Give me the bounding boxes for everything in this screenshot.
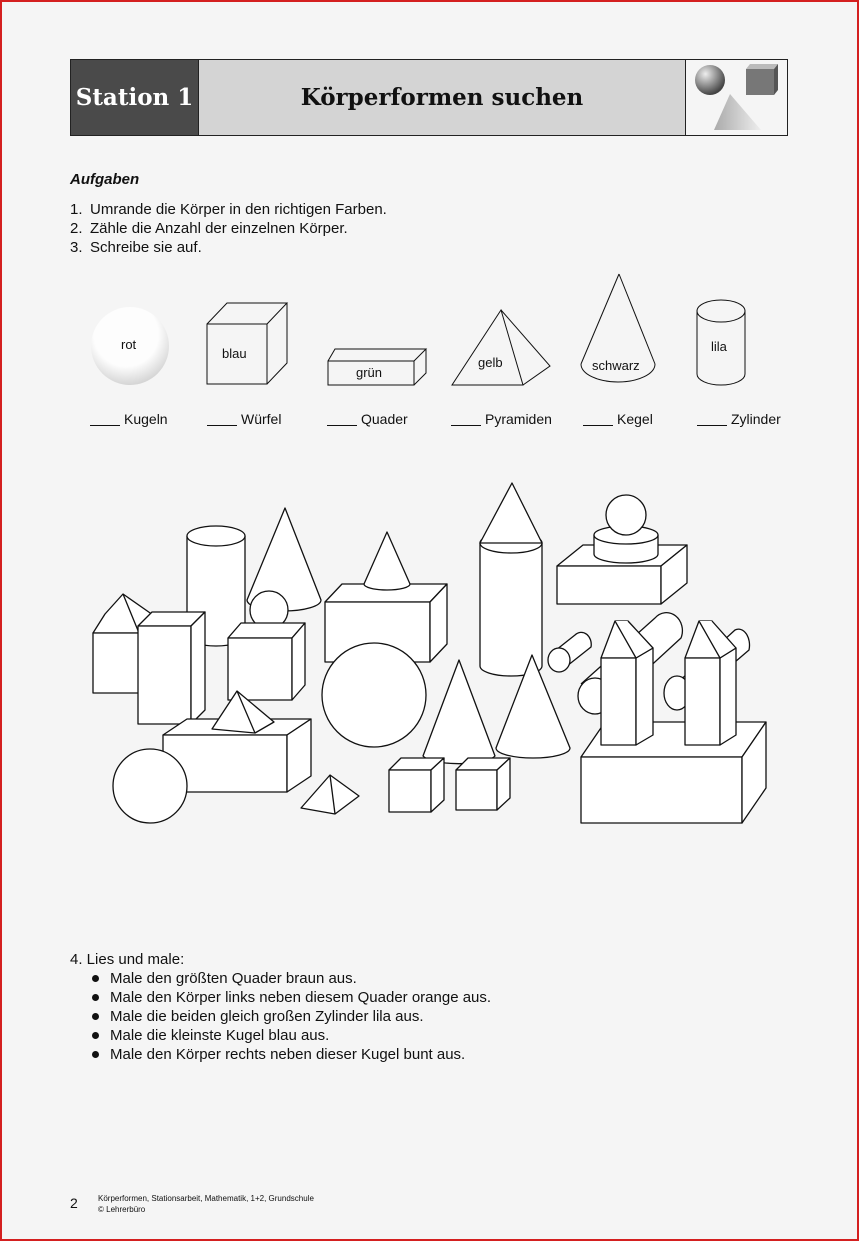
sphere-shape[interactable] [113, 749, 187, 823]
cube-shape[interactable] [456, 758, 510, 810]
cube-icon [207, 303, 287, 384]
shape-color-label: rot [121, 337, 137, 352]
cone-shape[interactable] [423, 660, 495, 764]
task-item: 2. Zähle die Anzahl der einzelnen Körper. [70, 220, 348, 237]
solids-icon [686, 60, 787, 135]
cube-shape[interactable] [389, 758, 444, 812]
cylinder-shape[interactable] [480, 533, 542, 676]
aufgaben-heading: Aufgaben [70, 171, 140, 188]
cuboid-shape[interactable] [138, 612, 205, 724]
count-field[interactable]: Quader [327, 411, 408, 427]
cone-shape[interactable] [480, 483, 542, 543]
task-list [70, 200, 387, 257]
page-title: Körperformen suchen [199, 60, 686, 135]
prism-shape[interactable] [601, 621, 653, 745]
shape-color-label: schwarz [592, 358, 640, 373]
task-4-heading: 4. Lies und male: [70, 951, 185, 968]
count-field[interactable]: Kegel [583, 411, 653, 427]
pyramid-icon [452, 310, 550, 385]
list-item: Male den Körper links neben diesem Quader orange aus. [110, 989, 492, 1006]
station-header [70, 59, 788, 136]
list-item: Male die beiden gleich großen Zylinder lila aus. [110, 1007, 491, 1026]
count-field[interactable]: Würfel [207, 411, 281, 427]
count-field[interactable]: Pyramiden [451, 411, 552, 427]
shape-color-label: lila [711, 339, 727, 354]
sphere-shape[interactable] [606, 495, 646, 535]
shape-color-label: grün [356, 365, 383, 380]
prism-shape[interactable] [685, 621, 736, 745]
task-item: 1. Umrande die Körper in den richtigen Farben. [70, 201, 387, 218]
task-4 [70, 950, 491, 1064]
page-number: 2 [70, 1195, 78, 1211]
list-item: Male die kleinste Kugel blau aus. [110, 1026, 491, 1045]
list-item: Male den größten Quader braun aus. [110, 969, 491, 988]
sphere-shape[interactable] [322, 643, 426, 747]
cube-shape[interactable] [228, 623, 305, 700]
station-label: Station 1 [71, 60, 199, 135]
task-4-list [70, 969, 491, 1064]
list-item: Male den Körper rechts neben dieser Kugel bunt aus. [110, 1045, 491, 1064]
shape-legend [80, 268, 800, 393]
footer-credit: Körperformen, Stationsarbeit, Mathematik, 1+2, Grundschule © Lehrerbüro [98, 1194, 314, 1214]
count-field[interactable]: Kugeln [90, 411, 168, 427]
shape-color-label: blau [222, 346, 247, 361]
task-item: 3. Schreibe sie auf. [70, 239, 202, 256]
solids-scene [85, 478, 775, 833]
cone-shape[interactable] [364, 532, 410, 590]
pyramid-shape[interactable] [301, 775, 359, 814]
cylinder-shape[interactable] [548, 632, 591, 672]
shape-color-label: gelb [478, 355, 503, 370]
count-field[interactable]: Zylinder [697, 411, 781, 427]
